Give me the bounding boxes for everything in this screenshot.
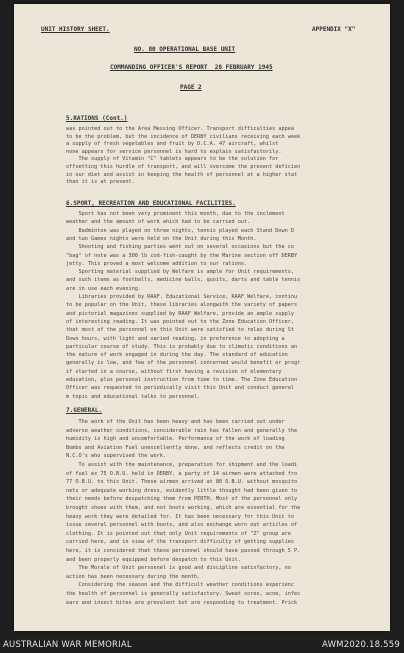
text-line: and been properly equipped before despatch to this Unit. (66, 556, 241, 563)
report-title: COMMANDING OFFICER'S REPORT 28 FEBRUARY 1945 (110, 64, 273, 71)
text-line: Sporting material supplied by Welfare is ample for Unit requirements, (66, 269, 294, 276)
text-line: if started in a course, without first having a revision of elementary (66, 368, 282, 375)
text-line: and pictorial magazines supplied by RAAF Welfare, provide an ample supply (66, 310, 294, 317)
footer-catalogue-id: AWM2020.18.559 (322, 640, 400, 650)
text-line: are in use each evening. (66, 285, 141, 292)
text-line: brought shoes with them, and not boots working, which are essential for the (66, 505, 301, 511)
text-line: heavy work they were detailed for. It has been necessary for this Unit to (66, 513, 294, 520)
section-heading-sport: 6.SPORT, RECREATION AND EDUCATIONAL FACILITIES. (66, 200, 236, 207)
text-line: than it is at present. (66, 179, 135, 186)
text-line: weather and the amount of work which had to be carried out. (66, 219, 251, 226)
text-line: particular course of study. This is probably due to climatic conditions an (66, 343, 298, 350)
text-line: the nature of work engaged in during the day. The standard of education (66, 352, 288, 359)
text-line: a supply of fresh vegetables and fruit by D.C.A. 47 aircraft, whilst (66, 141, 279, 148)
text-line: To assist with the maintenance, preparation for shipment and the loadi (66, 462, 298, 468)
section-heading-rations: 5.RATIONS (Cont.) (66, 115, 128, 122)
text-line: Sport has not been very prominent this month, due to the inclement (66, 211, 285, 217)
section-heading-general: 7.GENERAL. (66, 407, 103, 414)
text-line: in our diet and assist in keeping the health of personnel at a higher stat (66, 171, 298, 178)
text-line: Shooting and fishing parties went out on several occasions but the co (66, 244, 294, 251)
text-line: Considering the season and the difficult weather conditions experienc (66, 582, 294, 589)
text-line: Down hours, with light and varied reading, in preference to adopting a (66, 335, 285, 342)
text-line: "bag" of note was a 300 lb cod-fish-caught by the Marine section off DERBY (66, 252, 298, 259)
page-number: PAGE 2 (180, 84, 202, 91)
text-line: offsetting this hurdle of transport, and will overcome the present deficien (66, 164, 301, 170)
text-line: of interesting reading. It was pointed out to the Zone Education Officer, (66, 318, 294, 325)
text-line: to be the problem, but the incidence of DERBY civilians receiving each week (66, 133, 301, 140)
text-line: The Morale of Unit personnel is good and discipline satisfactory, no (66, 565, 291, 572)
header-left: UNIT HISTORY SHEET. (41, 26, 110, 33)
text-line: jetty. This proved a most welcome addition to our rations. (66, 260, 248, 267)
text-line: of fuel ex 75 O.B.U. held in DERBY, a party of 14 airmen were attached fro (66, 470, 298, 477)
text-line: clothing. It is pointed out that only Unit requirements of "Z" group are (66, 530, 291, 537)
text-line: Officer was requested to periodically visit this Unit and conduct general (66, 385, 294, 392)
text-line: to be popular on the Unit, these libraries alongwith the variety of papers (66, 302, 298, 309)
document-page (14, 4, 390, 631)
text-line: the health of personnel is generally satisfactory. Sweat sores, acne, infec (66, 591, 301, 597)
text-line: carried here, and in view of the transport difficulty of getting supplies (66, 539, 294, 546)
text-line: nets or adequate working dress, evidently little thought had been given to (66, 487, 298, 494)
text-line: and such items as footballs, medicine balls, quoits, darts and table tennis (66, 277, 301, 284)
text-line: issue several personnel with boots, and also exchange worn out articles of (66, 522, 298, 529)
text-line: was pointed out to the Area Messing Officer. Transport difficulties appea (66, 126, 294, 132)
text-line: 77 O.B.U. to this Unit. These airmen arrived at 80 O.B.U. without mosquito (66, 479, 298, 486)
text-line: Bombs and Aviation Fuel unexcellently done, and reflects credit on the (66, 444, 285, 451)
text-line: Badminton was played on three nights, tennis played each Stand Down D (66, 227, 294, 234)
text-line: education, plus personal instruction from time to time. The Zone Education (66, 377, 298, 383)
text-line: adverse weather conditions, considerable rain has fallen and generally the (66, 427, 298, 434)
text-line: The supply of Vitamin "C" tablets appears to be the solution for (66, 156, 279, 163)
text-line: generally is low, and few of the personnel concerned would benefit or progr (66, 360, 301, 367)
header-appendix: APPENDIX "X" (312, 26, 356, 33)
text-line: m topic and educational talks to personnel. (66, 393, 201, 400)
text-line: none appears for service personnel is hard to explain satisfactorily. (66, 148, 282, 155)
text-line: N.C.O's who supervised the work. (66, 453, 166, 460)
text-line: ears and insect bites are prevalent but are responding to treatment. Prick (66, 599, 298, 606)
text-line: The work of the Unit has been heavy and has been carried out under (66, 419, 285, 425)
text-line: and two Games nights were held on the Unit during this Month. (66, 235, 257, 242)
text-line: Libraries provided by RAAF. Educational Service, RAAF Welfare, continu (66, 294, 298, 300)
text-line: humidity is high and uncomfortable. Performance of the work of loading (66, 436, 285, 443)
footer-left-label: AUSTRALIAN WAR MEMORIAL (3, 640, 132, 650)
text-line: their needs before despatching them from PERTH. Most of the personnel only (66, 496, 298, 503)
text-line: that most of the personnel on this Unit were satisfied to relax during St (66, 327, 294, 334)
archive-footer (0, 634, 404, 653)
text-line: here, it is considered that these personnel should have passed through 5 P. (66, 548, 301, 554)
unit-title: NO. 80 OPERATIONAL BASE UNIT (134, 46, 236, 53)
text-line: action has been necessary during the month. (66, 573, 201, 580)
